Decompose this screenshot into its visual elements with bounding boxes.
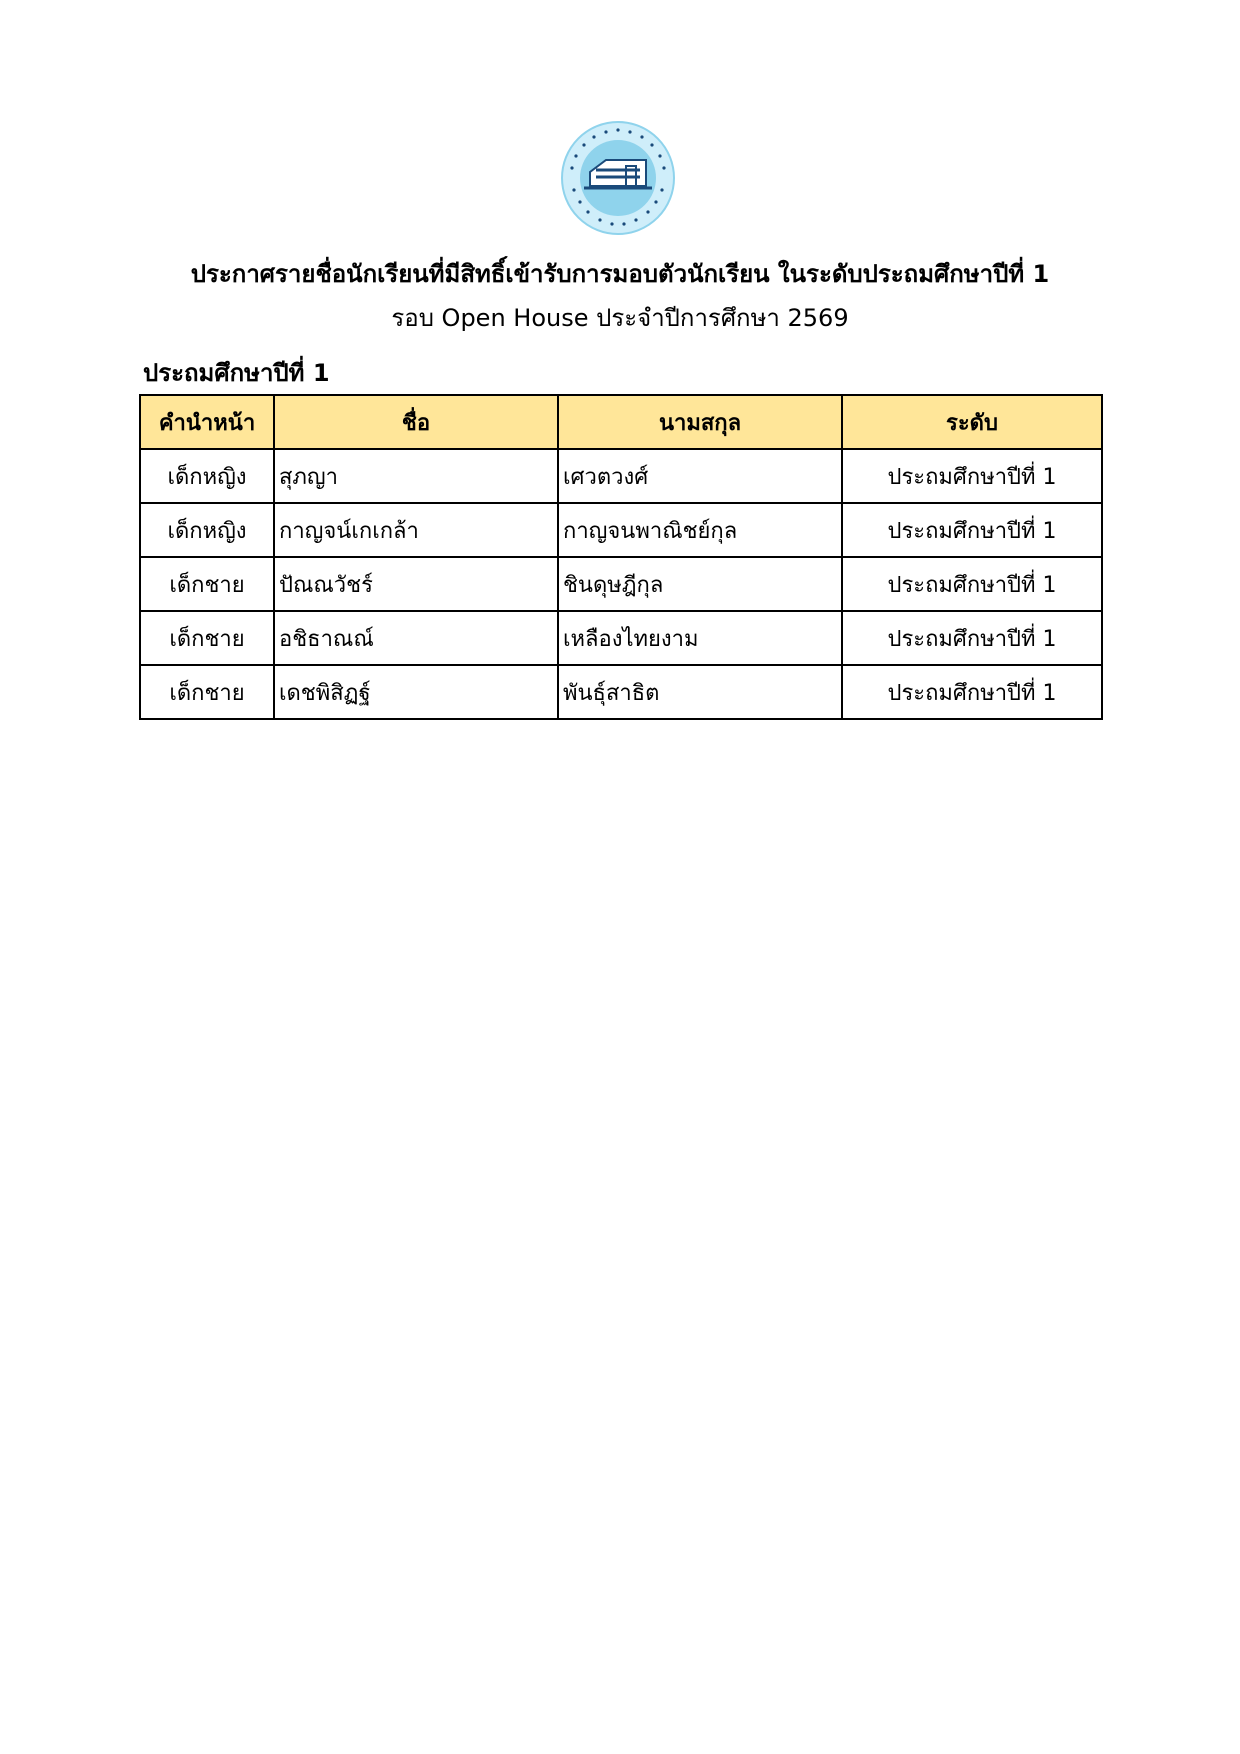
table-row	[140, 665, 1102, 719]
column-header-last-name: นามสกุล	[558, 395, 842, 449]
student-roster-table	[139, 394, 1103, 720]
cell-first-name: ปัณณวัชร์	[274, 557, 558, 611]
table-row	[140, 611, 1102, 665]
column-header-prefix: คำนำหน้า	[140, 395, 274, 449]
section-heading: ประถมศึกษาปีที่ 1	[143, 359, 330, 387]
cell-level: ประถมศึกษาปีที่ 1	[842, 665, 1102, 719]
cell-prefix: เด็กชาย	[140, 557, 274, 611]
announcement-subtitle-text: รอบ Open House ประจำปีการศึกษา 2569	[391, 304, 849, 332]
cell-last-name: ชินดุษฎีกุล	[558, 557, 842, 611]
cell-level: ประถมศึกษาปีที่ 1	[842, 449, 1102, 503]
cell-first-name: เดชพิสิฏฐ์	[274, 665, 558, 719]
column-header-first-name: ชื่อ	[274, 395, 558, 449]
school-logo	[560, 120, 676, 236]
table-row	[140, 503, 1102, 557]
cell-first-name: กาญจน์เกเกล้า	[274, 503, 558, 557]
cell-prefix: เด็กหญิง	[140, 503, 274, 557]
announcement-title: ประกาศรายชื่อนักเรียนที่มีสิทธิ์เข้ารับการมอบตัวนักเรียน ในระดับประถมศึกษาปีที่ 1	[190, 260, 1050, 288]
cell-last-name: เหลืองไทยงาม	[558, 611, 842, 665]
cell-level: ประถมศึกษาปีที่ 1	[842, 503, 1102, 557]
table-header-row	[140, 395, 1102, 449]
table-row	[140, 449, 1102, 503]
cell-first-name: อชิธาณณ์	[274, 611, 558, 665]
announcement-subtitle	[0, 302, 1240, 334]
cell-prefix: เด็กชาย	[140, 611, 274, 665]
cell-level: ประถมศึกษาปีที่ 1	[842, 557, 1102, 611]
cell-last-name: เศวตวงศ์	[558, 449, 842, 503]
cell-first-name: สุภญา	[274, 449, 558, 503]
school-logo-emblem	[560, 120, 676, 236]
column-header-level: ระดับ	[842, 395, 1102, 449]
cell-level: ประถมศึกษาปีที่ 1	[842, 611, 1102, 665]
cell-last-name: พันธุ์สาธิต	[558, 665, 842, 719]
table-row	[140, 557, 1102, 611]
cell-last-name: กาญจนพาณิชย์กุล	[558, 503, 842, 557]
cell-prefix: เด็กหญิง	[140, 449, 274, 503]
cell-prefix: เด็กชาย	[140, 665, 274, 719]
